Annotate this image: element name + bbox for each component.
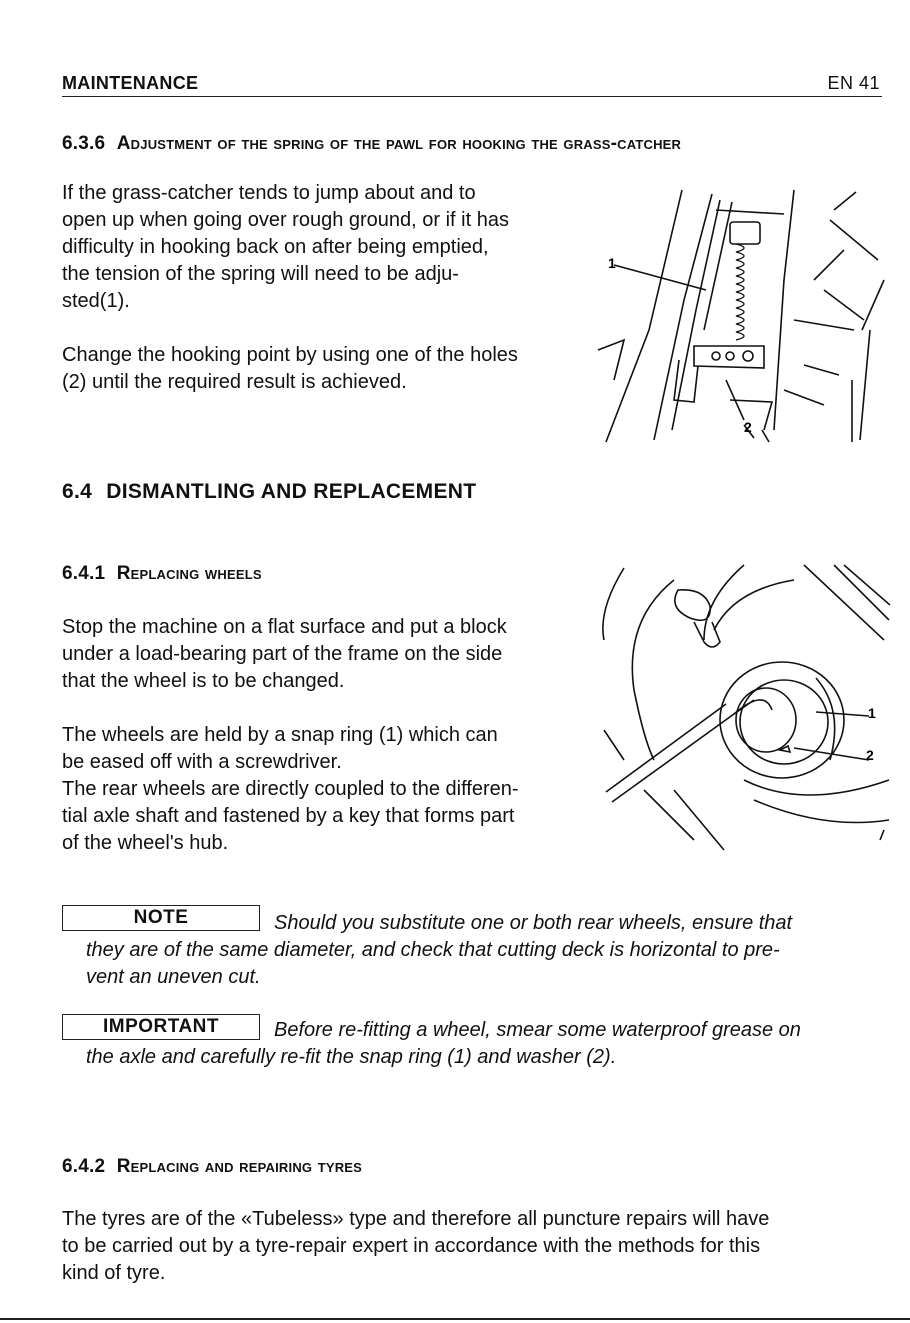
section-641-para1 (62, 614, 507, 695)
text-line: The tyres are of the «Tubeless» type and therefore all puncture repairs will have (62, 1208, 770, 1230)
section-642-title: Replacing and repairing tyres (116, 1156, 363, 1177)
section-636-para2 (62, 342, 518, 396)
text-line: be eased off with a screwdriver. (62, 751, 342, 773)
header-rule (62, 96, 882, 97)
section-636-para1 (62, 180, 509, 315)
note-label-box: NOTE (62, 905, 260, 931)
note-first-line: Should you substitute one or both rear wheels, ensure that (274, 912, 793, 934)
wheel-snap-ring-figure (594, 560, 894, 850)
text-line: they are of the same diameter, and check that cutting deck is horizontal to pre- (86, 939, 780, 961)
spring-label-1: 1 (608, 255, 616, 271)
text-line: under a load-bearing part of the frame on the side (62, 643, 503, 665)
washer-label-2: 2 (866, 747, 874, 763)
section-642-para (62, 1206, 769, 1287)
text-line: (2) until the required result is achieved. (62, 371, 407, 393)
text-line: tial axle shaft and fastened by a key that forms part (62, 805, 515, 827)
section-64-heading (62, 480, 476, 504)
text-line: difficulty in hooking back on after being emptied, (62, 236, 489, 258)
text-line: The wheels are held by a snap ring (1) which can (62, 724, 498, 746)
text-line: open up when going over rough ground, or if it has (62, 209, 509, 231)
page-bottom-rule (0, 1318, 910, 1320)
section-64-number: 6.4 (62, 480, 93, 503)
section-641-number: 6.4.1 (62, 563, 106, 584)
holes-label-2: 2 (744, 419, 752, 435)
snap-ring-label-1: 1 (868, 705, 876, 721)
section-642-heading (62, 1156, 362, 1178)
text-line: the tension of the spring will need to be adju- (62, 263, 459, 285)
important-first-line: Before re-fitting a wheel, smear some waterproof grease on (274, 1019, 801, 1041)
text-line: vent an uneven cut. (86, 966, 261, 988)
text-line: sted(1). (62, 290, 130, 312)
section-641-para2 (62, 722, 519, 857)
section-641-heading (62, 563, 262, 585)
text-line: Change the hooking point by using one of the holes (62, 344, 518, 366)
running-header-section: MAINTENANCE (62, 73, 199, 93)
text-line: the axle and carefully re-fit the snap ring (1) and washer (2). (86, 1046, 617, 1068)
section-636-title: Adjustment of the spring of the pawl for hooking the grass-catcher (116, 133, 682, 154)
important-body (86, 1044, 616, 1071)
section-642-number: 6.4.2 (62, 1156, 106, 1177)
text-line: that the wheel is to be changed. (62, 670, 345, 692)
section-636-number: 6.3.6 (62, 133, 106, 154)
spring-pawl-figure (594, 180, 884, 445)
text-line: Stop the machine on a flat surface and put a block (62, 616, 507, 638)
section-636-heading (62, 133, 681, 155)
text-line: If the grass-catcher tends to jump about and to (62, 182, 476, 204)
page-number: EN 41 (827, 73, 880, 93)
note-body (86, 937, 780, 991)
text-line: to be carried out by a tyre-repair expert in accordance with the methods for this (62, 1235, 761, 1257)
section-641-title: Replacing wheels (116, 563, 262, 584)
section-64-title: DISMANTLING AND REPLACEMENT (106, 480, 477, 503)
important-label-box: IMPORTANT (62, 1014, 260, 1040)
text-line: kind of tyre. (62, 1262, 166, 1284)
text-line: The rear wheels are directly coupled to the differen- (62, 778, 519, 800)
text-line: of the wheel's hub. (62, 832, 229, 854)
